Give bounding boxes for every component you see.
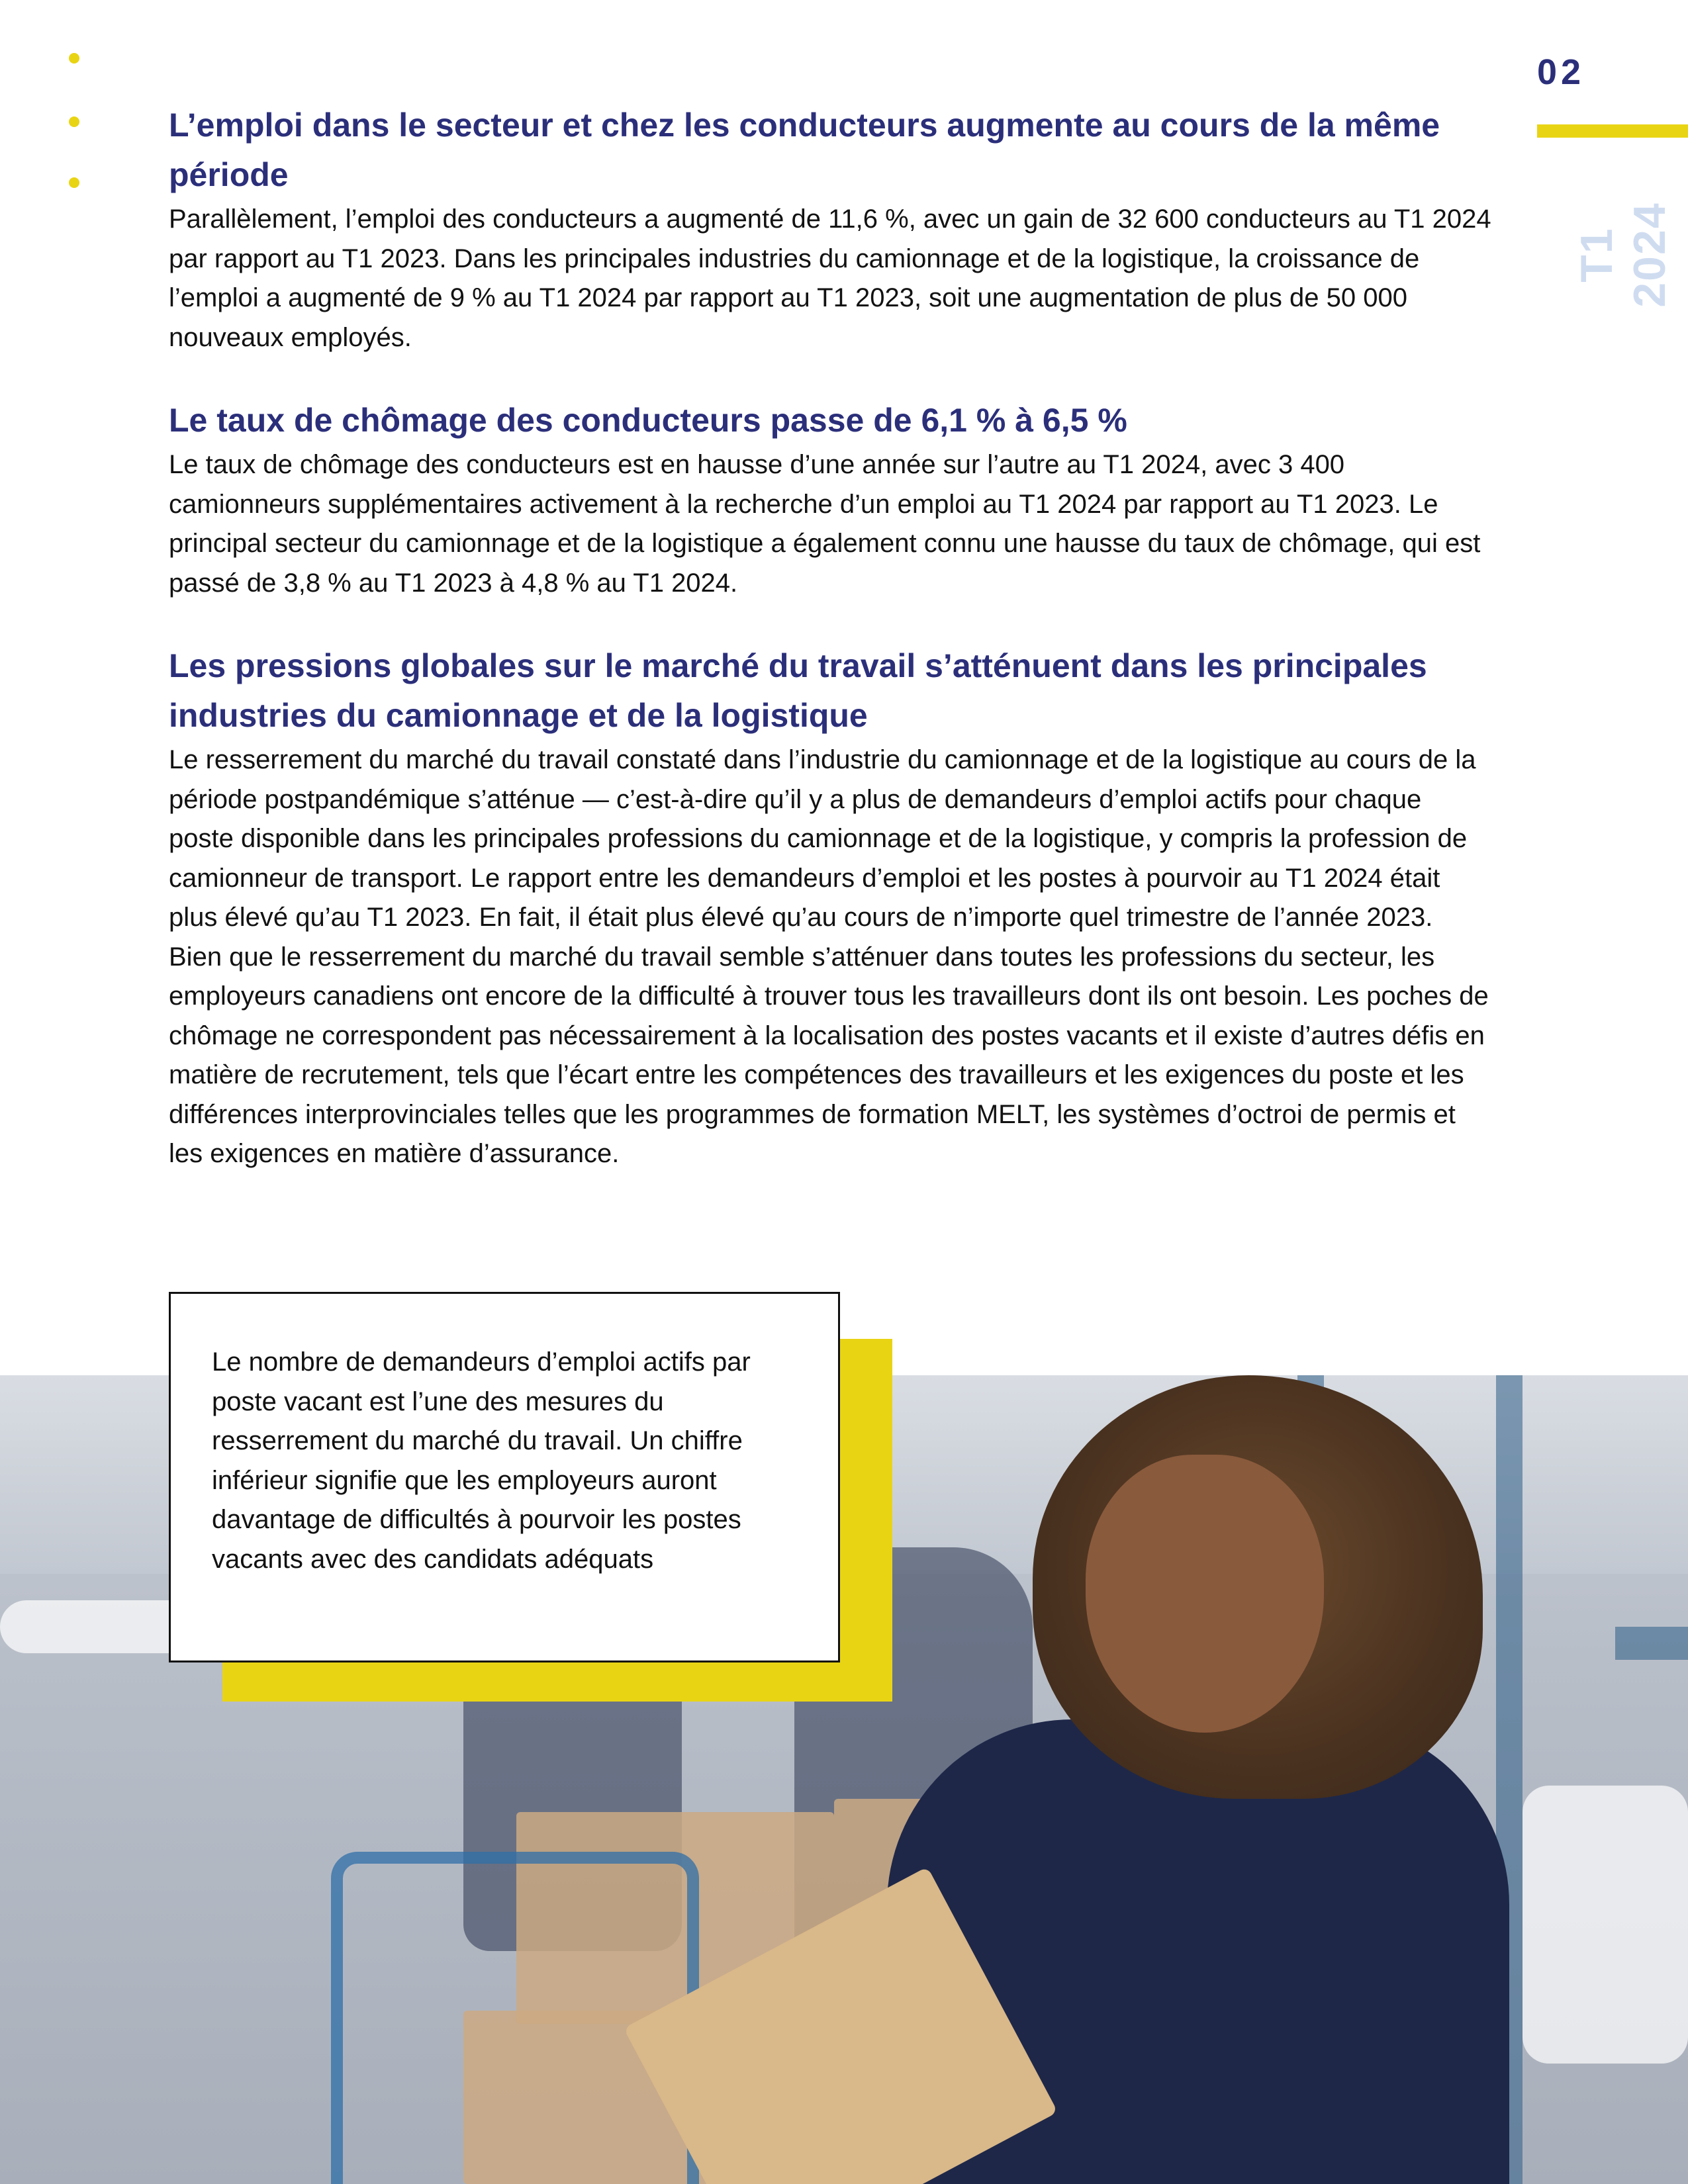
bullet-dot-3 xyxy=(69,177,79,188)
section-unemployment xyxy=(169,396,1493,603)
photo-woman-face xyxy=(1086,1455,1324,1733)
side-quarter-label: T1 2024 xyxy=(1571,202,1675,308)
photo-shelf xyxy=(1615,1627,1688,1660)
bullet-dot-2 xyxy=(69,116,79,127)
photo-forklift xyxy=(1523,1786,1688,2064)
page-number: 02 xyxy=(1537,52,1585,92)
section-heading: L’emploi dans le secteur et chez les conducteurs augmente au cours de la même période xyxy=(169,107,1440,193)
callout-box xyxy=(169,1292,840,1662)
section-body: Parallèlement, l’emploi des conducteurs a augmenté de 11,6 %, avec un gain de 32 600 conducteurs au T1 2024 par rapport au T1 2023. Dans les principales industries du camionnage et de la logistique, la croissance de l’emploi a augmenté de 9 % au T1 2024 par rapport au T1 2023, soit une augmentation de plus de 50 000 nouveaux employés. xyxy=(169,205,1491,352)
section-body: Le resserrement du marché du travail constaté dans l’industrie du camionnage et de la logistique au cours de la période postpandémique s’atténue — c’est-à-dire qu’il y a plus de demandeurs d’emploi actifs pour chaque poste disponible dans les principales professions du camionnage et de la logistique, y compris la profession de camionneur de transport. Le rapport entre les demandeurs d’emploi et les postes à pourvoir au T1 2024 était plus élevé qu’au T1 2023. En fait, il était plus élevé qu’au cours de n’importe quel trimestre de l’année 2023. Bien que le resserrement du marché du travail semble s’atténuer dans toutes les professions du secteur, les employeurs canadiens ont encore de la difficulté à trouver tous les travailleurs dont ils ont besoin. Les poches de chômage ne correspondent pas nécessairement à la localisation des postes vacants et il existe d’autres défis en matière de recrutement, tels que l’écart entre les compétences des travailleurs et les exigences du poste et les différences interprovinciales telles que les programmes de formation MELT, les systèmes d’octroi de permis et les exigences en matière d’assurance. xyxy=(169,745,1489,1168)
callout-text: Le nombre de demandeurs d’emploi actifs par poste vacant est l’une des mesures du resserrement du marché du travail. Un chiffre inférieur signifie que les employeurs auront davantage de difficultés à pourvoir les postes vacants avec des candidats adéquats xyxy=(212,1347,751,1574)
section-heading: Les pressions globales sur le marché du travail s’atténuent dans les principales industries du camionnage et de la logistique xyxy=(169,647,1427,734)
section-body: Le taux de chômage des conducteurs est en hausse d’une année sur l’autre au T1 2024, avec 3 400 camionneurs supplémentaires activement à la recherche d’un emploi au T1 2024 par rapport au T1 2023. Le principal secteur du camionnage et de la logistique a également connu une hausse du taux de chômage, qui est passé de 3,8 % au T1 2023 à 4,8 % au T1 2024. xyxy=(169,450,1481,598)
page-number-rule xyxy=(1537,124,1688,138)
main-content xyxy=(169,101,1493,1212)
section-heading: Le taux de chômage des conducteurs passe de 6,1 % à 6,5 % xyxy=(169,402,1127,439)
bullet-dot-1 xyxy=(69,53,79,64)
section-employment xyxy=(169,101,1493,357)
section-labour-pressure xyxy=(169,641,1493,1174)
